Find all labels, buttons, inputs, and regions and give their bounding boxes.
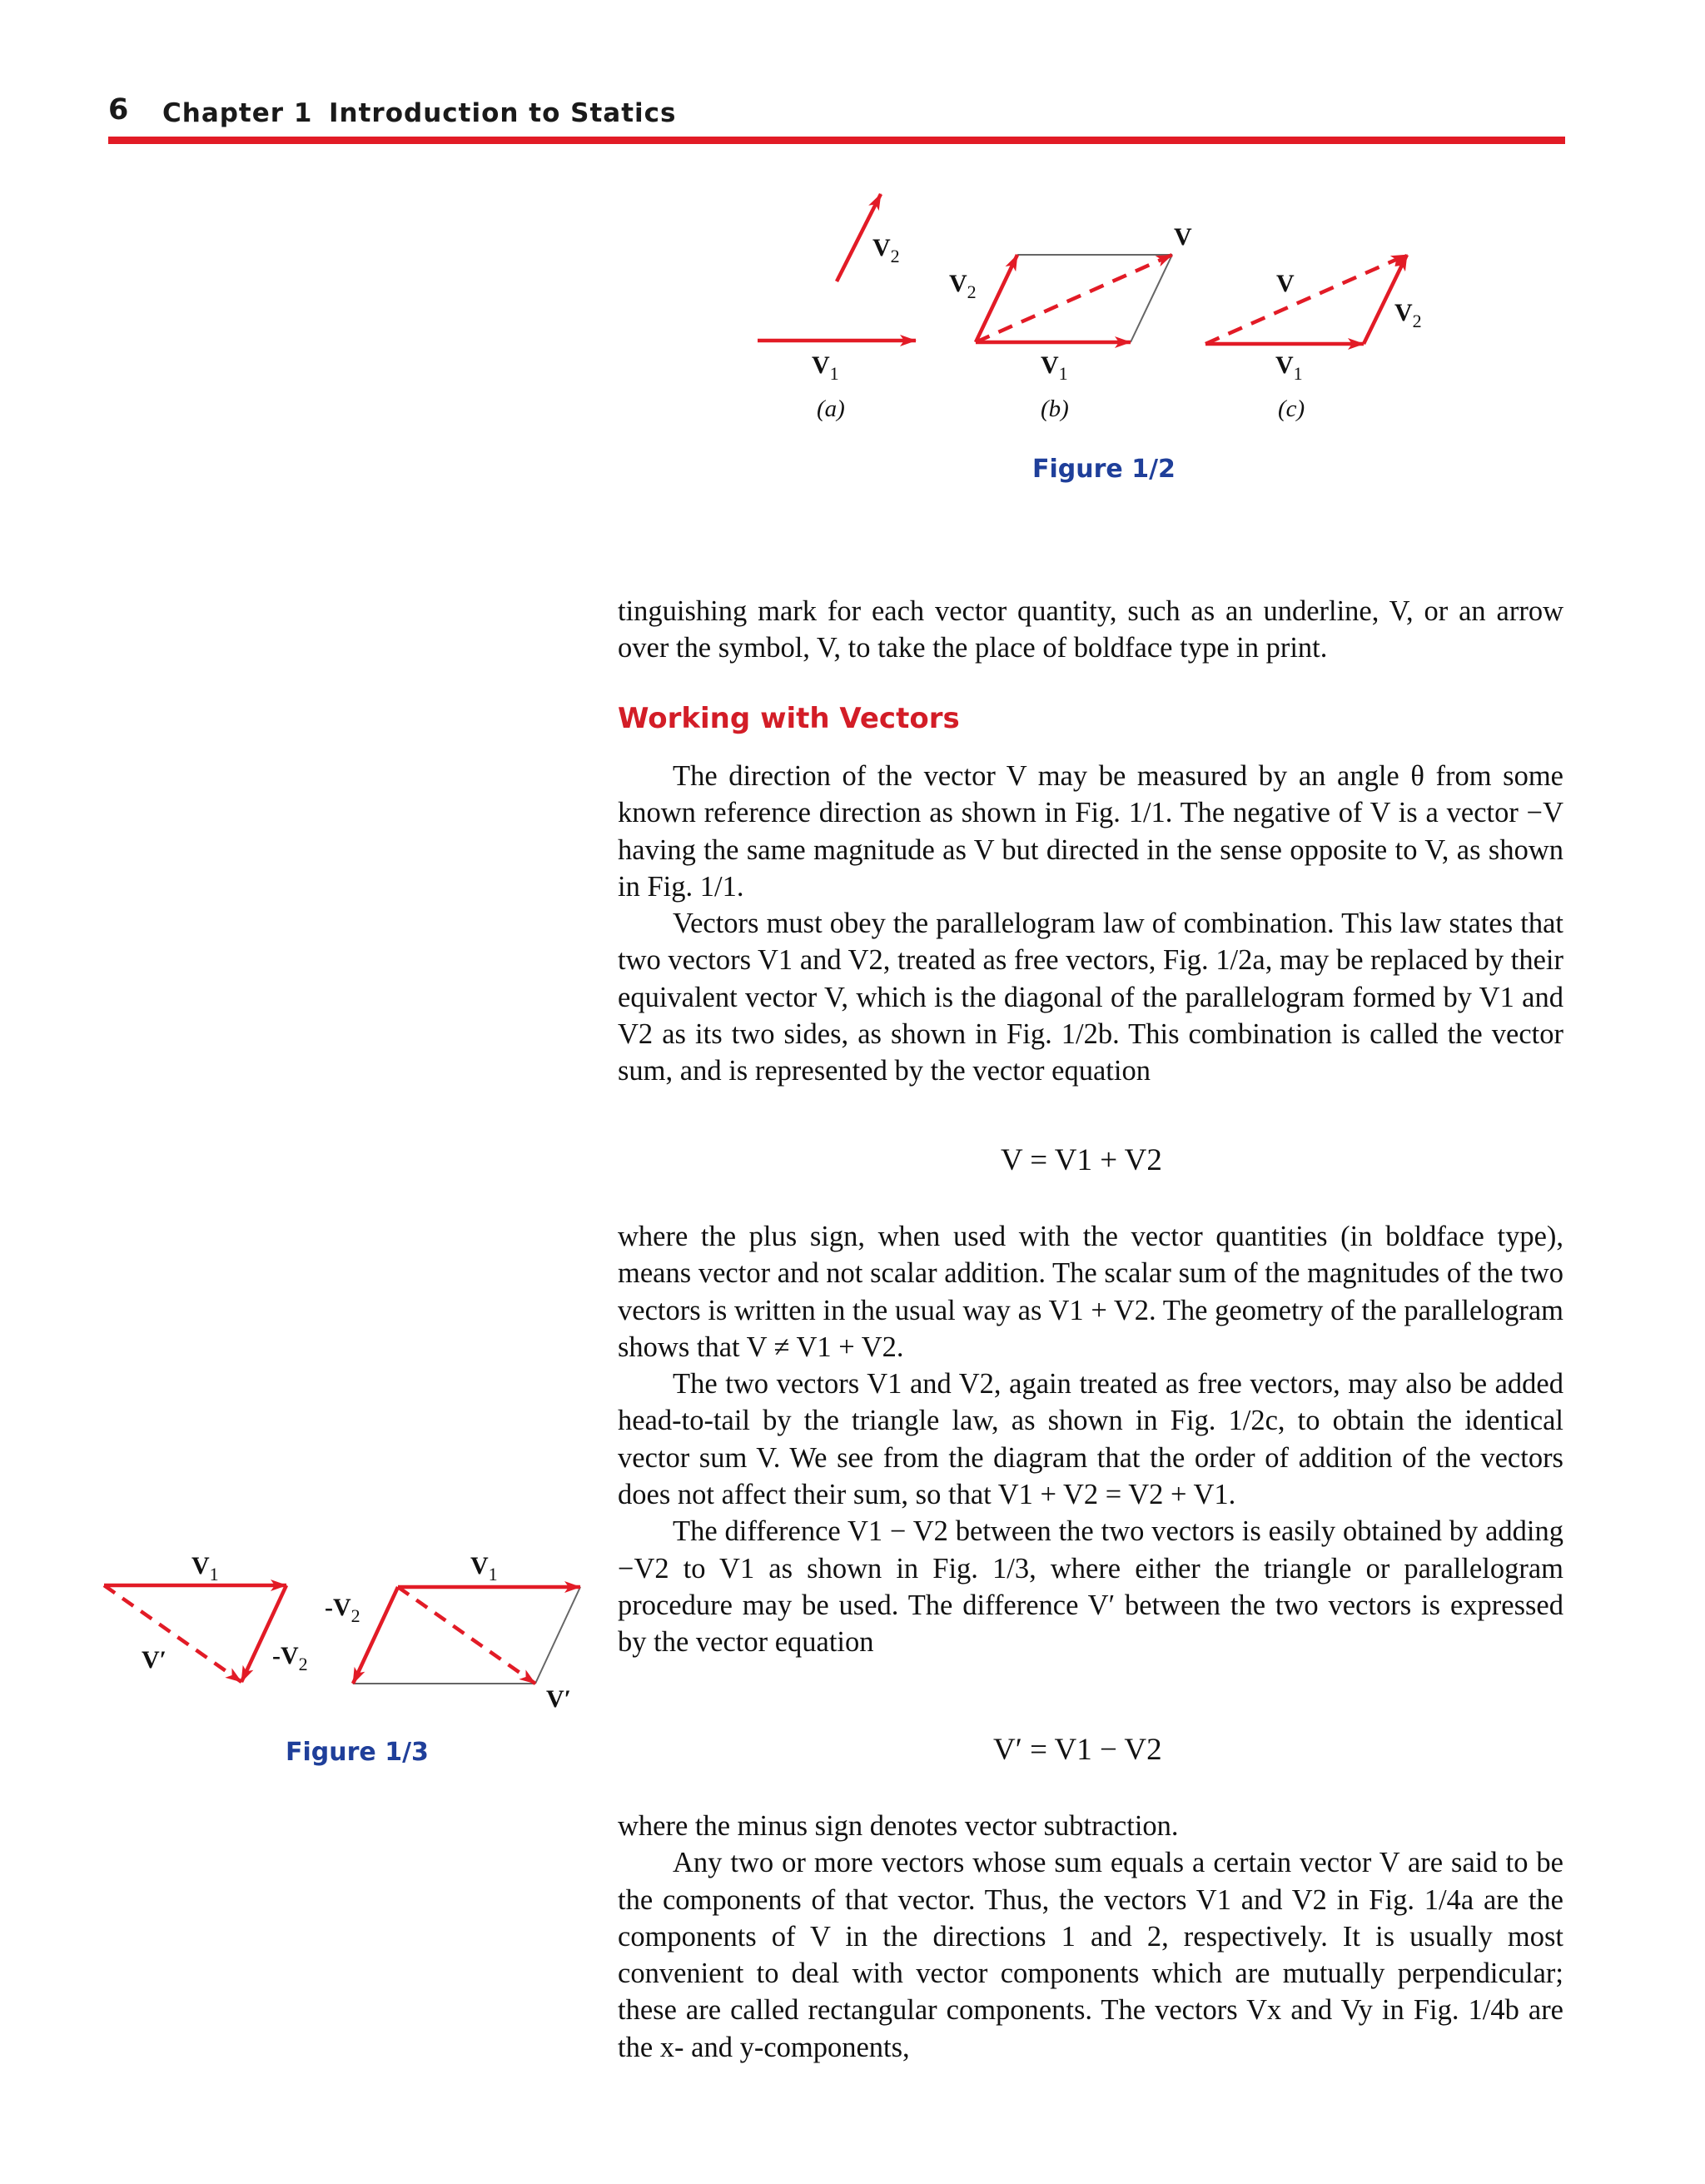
intro-text: tinguishing mark for each vector quantity, such as an underline, V, or an arrow over the symbol, V, to take the place of boldface type in print. — [618, 595, 1563, 664]
label-v-prime: V′ — [546, 1685, 572, 1713]
label-v: V — [1174, 223, 1192, 251]
panel-label-a: (a) — [817, 396, 845, 422]
text-block-3 — [618, 1808, 1563, 2066]
panel-label-b: (b) — [1041, 396, 1069, 422]
vector-v-prime — [104, 1585, 241, 1682]
chapter-label: Chapter 1 — [162, 98, 313, 128]
figure-1-3-caption: Figure 1/3 — [286, 1738, 429, 1767]
chapter-title: Introduction to Statics — [329, 98, 677, 128]
parallelogram-edge — [1131, 255, 1172, 342]
equation-vector-difference: V′ = V1 − V2 — [993, 1733, 1162, 1767]
figure-1-2 — [758, 194, 1422, 422]
intro-paragraph — [618, 593, 1563, 667]
label-v1: $V_1$ — [812, 351, 839, 384]
paragraph: The direction of the vector V may be measured by an angle θ from some known reference direction as shown in Fig. 1/1. The negative of V is a vector −V having the same magnitude as V but directed in the sense opposite to V, as shown in Fig. 1/1. — [618, 760, 1563, 903]
paragraph: Any two or more vectors whose sum equals a certain vector V are said to be the components of that vector. Thus, the vectors V1 and V2 in Fig. 1/4a are the components of V in the directions 1 and 2, respectively. It is usually most convenient to deal with vector components which are mutually perpendicular; these are called rectangular components. The vectors Vx and Vy in Fig. 1/4b are the x- and y-components, — [618, 1847, 1563, 2063]
page-number: 6 — [108, 93, 129, 127]
section-heading: Working with Vectors — [618, 702, 960, 735]
label-v2: $V_2$ — [1394, 299, 1422, 331]
figure-1-2b — [949, 223, 1192, 422]
label-v1: $V_1$ — [470, 1552, 498, 1585]
vector-neg-v2 — [353, 1587, 398, 1684]
label-v2: $V_2$ — [949, 270, 977, 302]
parallelogram-edge — [535, 1587, 580, 1684]
paragraph: where the plus sign, when used with the vector quantities (in boldface type), means vector and not scalar addition. The scalar sum of the magnitudes of the two vectors is written in the usual way as V1 + V2. The geometry of the parallelogram shows that V ≠ V1 + V2. — [618, 1221, 1563, 1363]
vector-v2 — [976, 255, 1017, 342]
figure-1-3 — [104, 1552, 580, 1713]
paragraph: where the minus sign denotes vector subtraction. — [618, 1810, 1179, 1842]
label-neg-v2: $-V_2$ — [272, 1642, 308, 1674]
paragraph: The two vectors V1 and V2, again treated as free vectors, may also be added head-to-tail by the triangle law, as shown in Fig. 1/2c, to obtain the identical vector sum V. We see from the diagram that the order of addition of the vectors does not affect their sum, so that V1 + V2 = V2 + V1. — [618, 1368, 1563, 1511]
label-v2: $V_2$ — [872, 234, 900, 266]
text-block-1 — [618, 758, 1563, 1090]
label-v1: $V_1$ — [1275, 351, 1303, 384]
label-neg-v2: $-V_2$ — [325, 1594, 360, 1626]
paragraph: Vectors must obey the parallelogram law of combination. This law states that two vectors V1 and V2, treated as free vectors, Fig. 1/2a, may be replaced by their equivalent vector V, which is the diagonal of the parallelogram formed by V1 and V2 as its two sides, as shown in Fig. 1/2b. This combination is called the vector sum, and is represented by the vector equation — [618, 908, 1563, 1087]
figure-1-2c — [1205, 255, 1422, 422]
label-v1: $V_1$ — [191, 1552, 219, 1585]
figure-1-2-caption: Figure 1/2 — [1032, 455, 1176, 484]
vector-v-resultant — [976, 255, 1172, 342]
paragraph: The difference V1 − V2 between the two vectors is easily obtained by adding −V2 to V1 as shown in Fig. 1/3, where either the triangle or parallelogram procedure may be used. The difference V′ between the two vectors is expressed by the vector equation — [618, 1515, 1563, 1659]
vector-v-resultant — [1205, 255, 1407, 344]
figure-1-3-parallelogram — [325, 1552, 580, 1713]
text-block-2 — [618, 1218, 1563, 1661]
panel-label-c: (c) — [1278, 396, 1305, 422]
figure-1-3-triangle — [104, 1552, 308, 1682]
label-v1: $V_1$ — [1041, 351, 1068, 384]
equation-vector-sum: V = V1 + V2 — [1001, 1143, 1162, 1177]
vector-v-prime — [398, 1587, 535, 1684]
label-v-prime: V′ — [142, 1646, 167, 1674]
label-v: V — [1276, 270, 1295, 297]
figure-1-2a — [758, 194, 916, 422]
